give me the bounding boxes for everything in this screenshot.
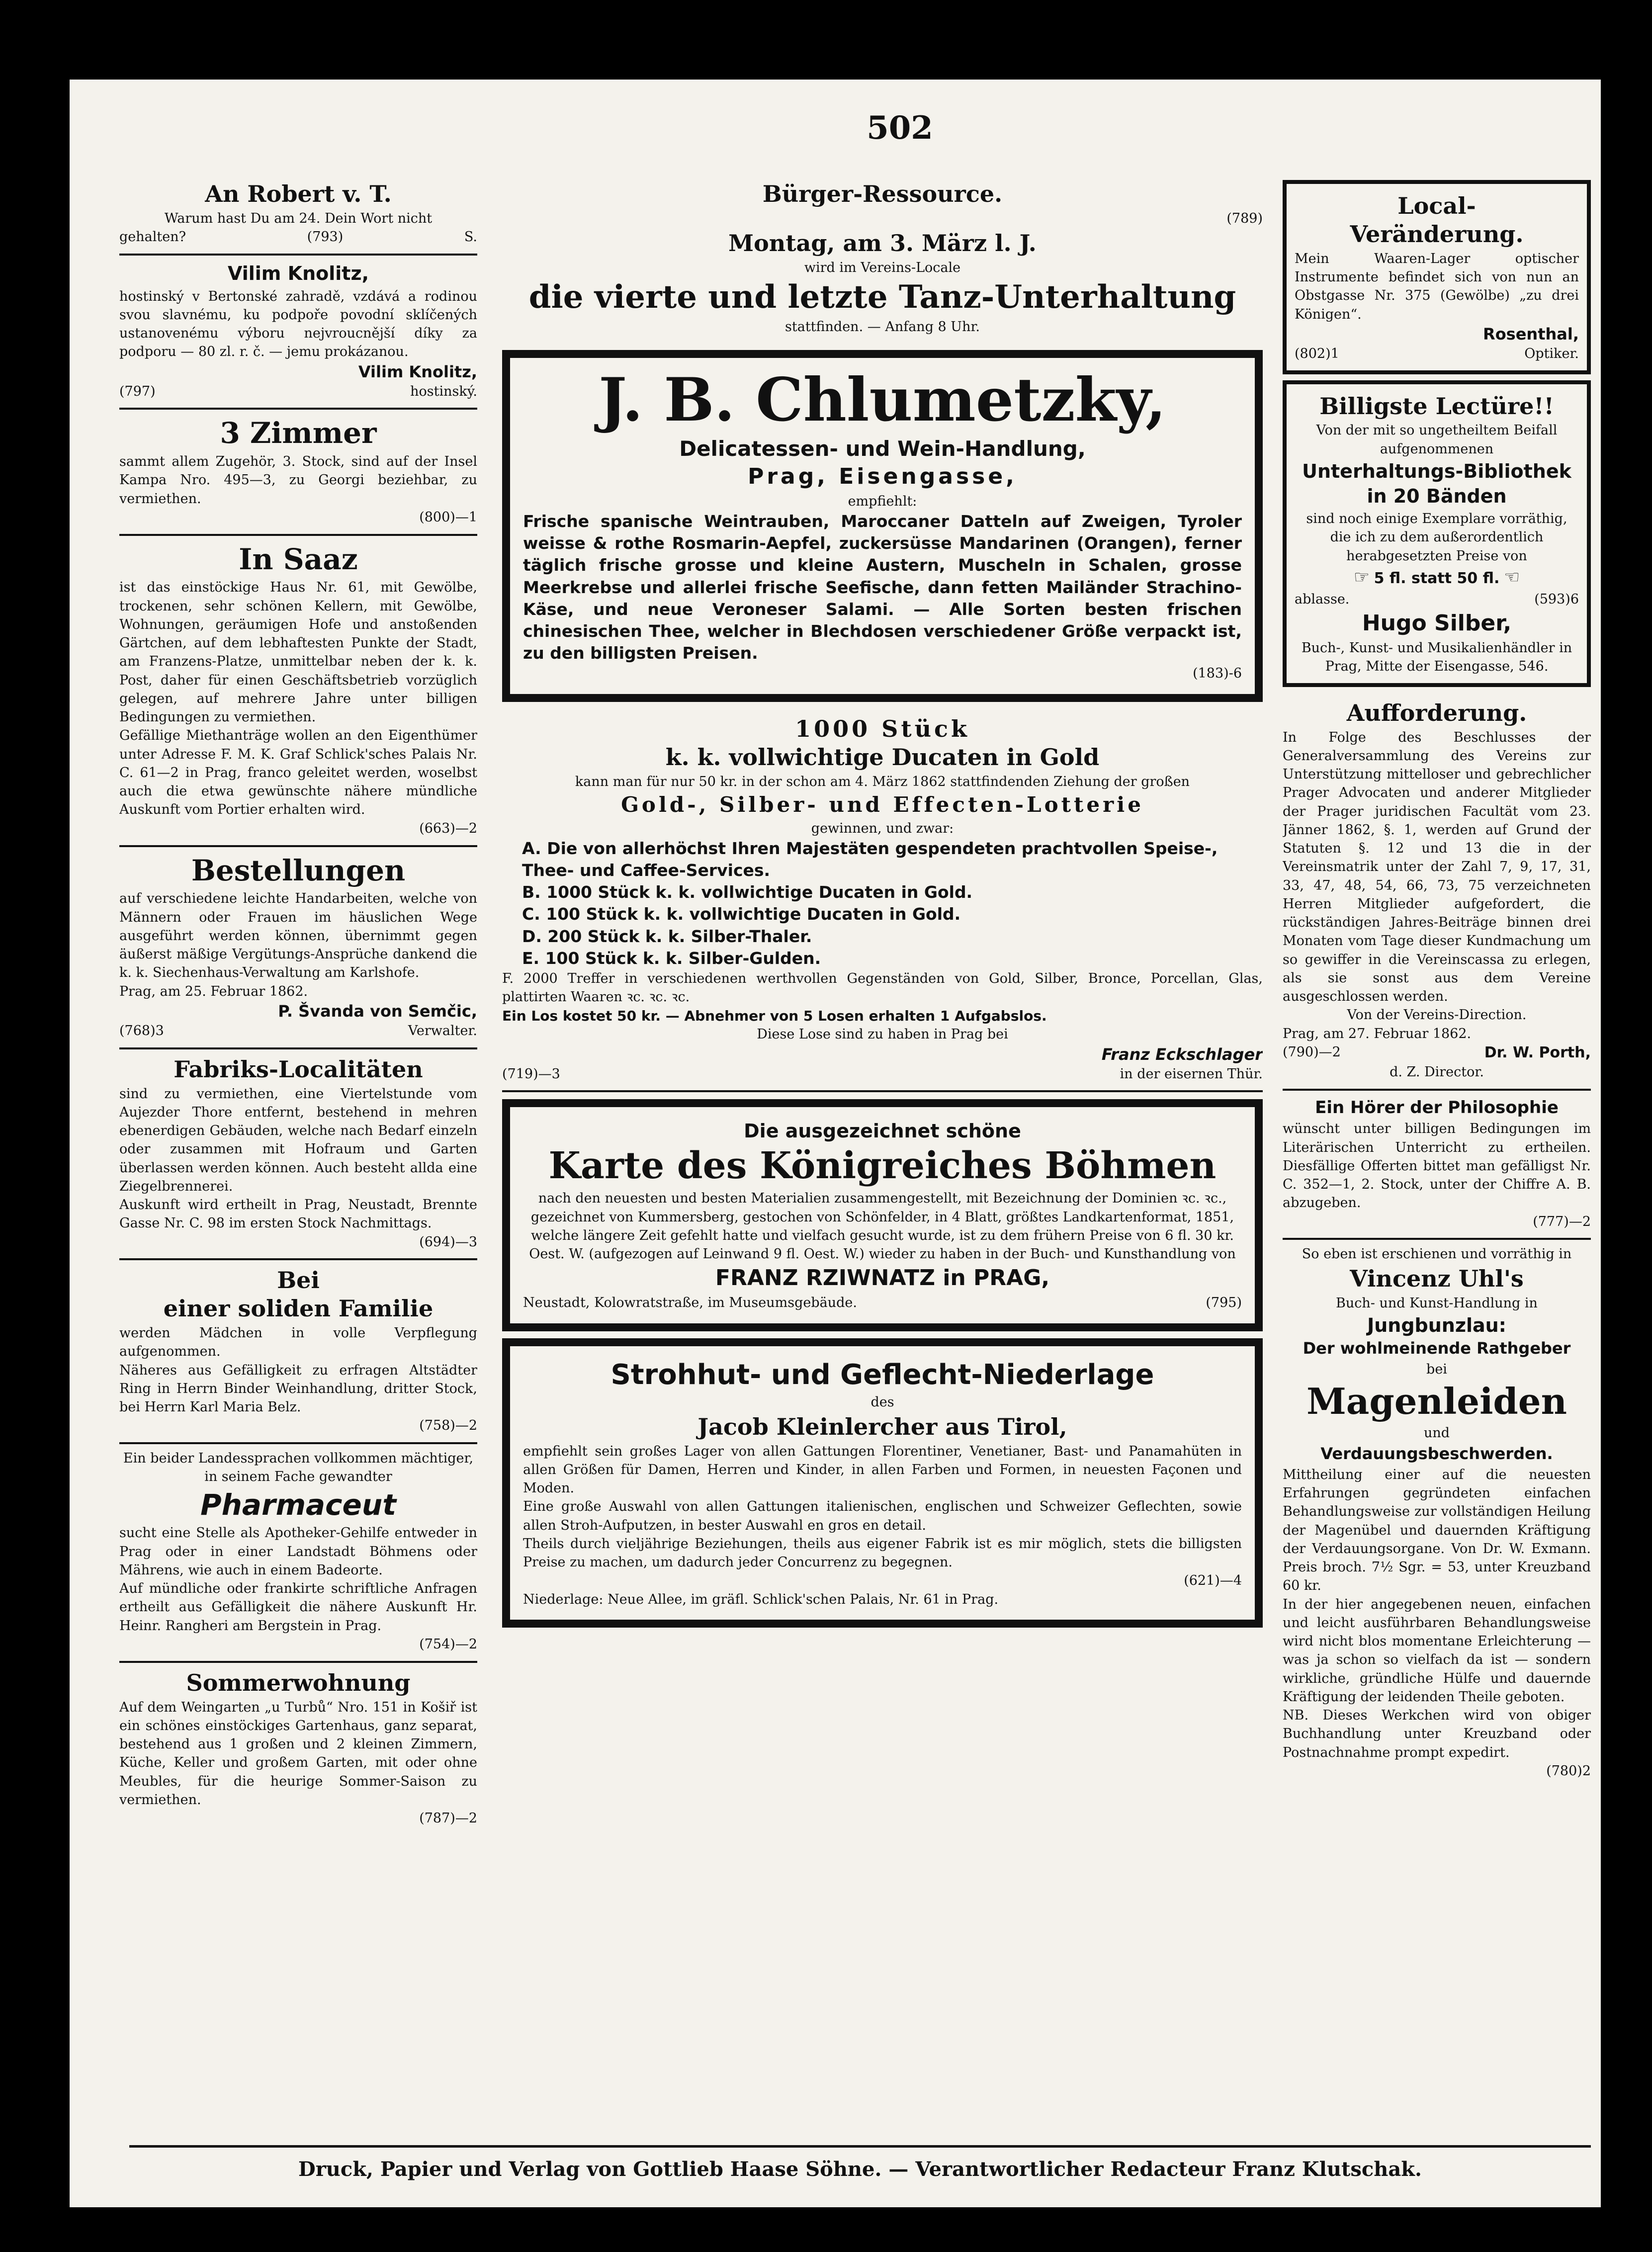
ad-place: Prag, Eisengasse, [748, 463, 1017, 489]
ad-subtitle: k. k. vollwichtige Ducaten in Gold [665, 744, 1100, 771]
ad-code: (789) [1226, 210, 1263, 226]
ad-code: (795) [1206, 1295, 1242, 1311]
ad-3-zimmer [119, 410, 477, 535]
ad-library: Unterhaltungs-Bibliothek [1302, 460, 1571, 482]
ad-signature: P. Švanda von Semčic, [278, 1001, 477, 1021]
ad-title: Sommerwohnung [186, 1669, 411, 1696]
ad-title: Bei [277, 1267, 320, 1294]
prize-item: D. 200 Stück k. k. Silber-Thaler. [522, 926, 812, 946]
ad-text: des [870, 1394, 894, 1410]
ad-date: Prag, am 27. Februar 1862. [1283, 1026, 1472, 1041]
ad-footer-row [119, 1233, 477, 1252]
ad-text: Eine große Auswahl von allen Gattungen italienischen, englischen und Schweizer Geflechten, sowie allen Stroh-Aufputzen, in bester Auswahl en gros en detail. [523, 1499, 1242, 1533]
ad-signature: Hugo Silber, [1362, 610, 1512, 636]
ad-code: (593)6 [1534, 591, 1579, 607]
ad-aufforderung [1283, 693, 1591, 1091]
ad-price-row [1295, 565, 1579, 590]
ad-title: An Robert v. T. [205, 180, 392, 207]
ad-price: 5 fl. statt 50 fl. [1374, 569, 1500, 587]
ad-text: nach den neuesten und besten Materialien zusammengestellt, mit Bezeichnung der Dominien ꝛc. ꝛc., gezeichnet von Kummersberg, gestochen von Schönfelder, in 4 Blatt, größtes Landkartenformat, 1851, welche längere Zeit gefehlt hatte und vielfach gesucht wurde, ist zu dem frühern Preise von 6 fl. 30 kr. Oest. W. (aufgezogen auf Leinwand 9 fl. Oest. W.) wieder zu haben in der Buch- und Kunsthandlung von [529, 1191, 1236, 1262]
ad-code: (790)—2 [1283, 1044, 1341, 1060]
ad-title: Bestellungen [191, 853, 406, 887]
page-number: 502 [867, 109, 933, 147]
ad-chlumetzky [502, 350, 1263, 702]
ad-code: (719)—3 [502, 1066, 560, 1082]
ad-text: ablasse. [1295, 591, 1350, 607]
ad-text: sind noch einige Exemplare vorräthig, die ich zu dem außerordentlich herabgesetzten Preise von [1306, 511, 1567, 564]
ad-text: und [1423, 1425, 1450, 1441]
ad-role: hostinský. [410, 383, 477, 399]
column-middle [502, 174, 1263, 2163]
ad-signature: Dr. W. Porth, [1484, 1043, 1591, 1061]
ad-footer-row [523, 1294, 1242, 1312]
ad-subtitle: Delicatessen- und Wein-Handlung, [679, 436, 1086, 461]
ad-fabriks [119, 1049, 477, 1261]
ad-date: Montag, am 3. März l. J. [728, 229, 1037, 257]
ad-lottery-name: Gold-, Silber- und Effecten-Lotterie [621, 792, 1144, 817]
imprint-footer: Druck, Papier und Verlag von Gottlieb Haase Söhne. — Verantwortlicher Redacteur Franz Klutschak. [129, 2145, 1591, 2181]
ad-footer-row [1283, 1043, 1591, 1063]
ad-knolitz [119, 256, 477, 410]
ad-address: in der eisernen Thür. [1120, 1066, 1263, 1082]
ad-address: Neustadt, Kolowratstraße, im Museumsgebäude. [523, 1295, 857, 1311]
ad-footer-row [119, 382, 477, 401]
ad-sommerwohnung [119, 1663, 477, 1835]
ad-subtitle: Verdauungsbeschwerden. [1320, 1444, 1553, 1464]
ad-code: (777)—2 [1533, 1213, 1591, 1229]
ad-text: auf verschiedene leichte Handarbeiten, welche von Männern oder Frauen im häuslichen Wege ausgeführt werden können, übernimmt gegen äußerst mäßige Vergütungs-Ansprüche dankend die k. k. Siechenhaus-Verwaltung am Karlshofe. [119, 891, 477, 981]
ad-text: Buch-, Kunst- und Musikalienhändler in Prag, Mitte der Eisengasse, 546. [1301, 640, 1572, 675]
ad-firm: FRANZ RZIWNATZ in PRAG, [715, 1265, 1050, 1291]
prize-item: B. 1000 Stück k. k. vollwichtige Ducaten in Gold. [522, 882, 973, 902]
ad-text: Gefällige Miethanträge wollen an den Eigenthümer unter Adresse F. M. K. Graf Schlick'sches Palais Nr. C. 61—2 in Prag, franco geleitet werden, woselbst auch die etwa gewünschte nähere mündliche Auskunft vom Portier erhalten wird. [119, 728, 477, 818]
ad-text: wird im Vereins-Locale [804, 260, 961, 275]
ad-role: Verwalter. [408, 1023, 477, 1039]
ad-code: (802)1 [1295, 346, 1339, 361]
ad-title: Billigste Lectüre!! [1319, 392, 1554, 420]
ad-code: (621)—4 [1184, 1573, 1242, 1589]
ad-signature: Franz Eckschlager [1101, 1044, 1263, 1064]
ad-signature: Vilim Knolitz, [358, 362, 477, 381]
ad-title: Aufforderung. [1346, 699, 1527, 726]
ad-bands: in 20 Bänden [1367, 485, 1507, 507]
ad-footer-row [119, 1022, 477, 1040]
ad-text: gehalten? [119, 229, 186, 245]
ad-footer-row [1283, 1213, 1591, 1231]
ad-subtitle: Der wohlmeinende Rathgeber [1303, 1339, 1571, 1358]
ad-text: Von der Vereins-Direction. [1347, 1007, 1527, 1023]
ad-text: ist das einstöckige Haus Nr. 61, mit Gewölbe, trockenen, sehr schönen Kellern, mit Gewölbe, Wohnungen, geräumigen Hofe und anstoßenden Gärtchen, auf dem lebhaftesten Punkte der Stadt, am Franzens-Platze, unmittelbar neben der k. k. Post, daher für einen Geschäftsbetrieb vorzüglich gelegen, auf mehrere Jahre unter billigen Bedingungen zu vermiethen. [119, 580, 477, 725]
ad-code: (787)—2 [419, 1811, 477, 1826]
ad-footer-row [119, 1416, 477, 1435]
ad-code: (183)-6 [1193, 666, 1242, 682]
ad-address: Niederlage: Neue Allee, im gräfl. Schlick'schen Palais, Nr. 61 in Prag. [523, 1592, 999, 1608]
ad-text: sammt allem Zugehör, 3. Stock, sind auf der Insel Kampa Nro. 495—3, zu Georgi beziehbar, zu vermiethen. [119, 454, 477, 507]
ad-title: Strohhut- und Geflecht-Niederlage [610, 1359, 1154, 1391]
ad-date: Prag, am 25. Februar 1862. [119, 983, 308, 999]
ad-title: Karte des Königreiches Böhmen [548, 1144, 1217, 1188]
ad-text: So eben ist erschienen und vorräthig in [1302, 1246, 1572, 1262]
ad-text: werden Mädchen in volle Verpflegung aufgenommen. [119, 1325, 477, 1360]
ad-pre: Die ausgezeichnet schöne [744, 1120, 1021, 1142]
ad-hoerer [1283, 1091, 1591, 1240]
ad-headline: die vierte und letzte Tanz-Unterhaltung [528, 278, 1236, 316]
ad-footer-row [1295, 590, 1579, 609]
ad-footer-row [119, 228, 477, 247]
ad-firm: Vincenz Uhl's [1350, 1265, 1524, 1292]
ad-code: (694)—3 [419, 1234, 477, 1250]
ad-local-veraenderung [1283, 180, 1591, 374]
prize-item: A. Die von allerhöchst Ihren Majestäten gespendeten prachtvollen Speise-, Thee- und Caffee-Services. [522, 838, 1218, 880]
ad-text: stattfinden. — Anfang 8 Uhr. [785, 319, 980, 335]
ad-role: Optiker. [1524, 346, 1579, 361]
prize-item: F. 2000 Treffer in verschiedenen werthvollen Gegenständen von Gold, Silber, Bronce, Porcellan, Glas, plattirten Waaren ꝛc. ꝛc. ꝛc. [502, 971, 1263, 1005]
ad-robert [119, 174, 477, 256]
ad-body: Frische spanische Weintrauben, Maroccaner Datteln auf Zweigen, Tyroler weisse & rothe Rosmarin-Aepfel, zuckersüsse Mandarinen (Orangen), ferner täglich frische grosse und kleine Austern, Muscheln in Schalen, grosse Meerkrebse und allerlei frische Seefische, dann fetten Mailänder Strachino-Käse, und neue Veroneser Salami. — Alle Sorten besten frischen chinesischen Thee, welcher in Blechdosen verschiedener Größe verpackt ist, zu den billigsten Preisen. [523, 511, 1242, 663]
ad-name: Jacob Kleinlercher aus Tirol, [697, 1413, 1067, 1440]
ad-code: (780)2 [1546, 1763, 1591, 1779]
ad-title: J. B. Chlumetzky, [599, 365, 1166, 435]
ad-text: Mittheilung einer auf die neuesten Erfahrungen gegründeten einfachen Behandlungsweise zur vollständigen Heilung der Magenübel und dauernden Kräftigung der Verdauungsorgane. Von Dr. W. Exmann. Preis broch. 7½ Sgr. = 53, unter Kreuzband 60 kr. [1283, 1467, 1591, 1594]
ad-strohhut [502, 1338, 1263, 1628]
column-right [1283, 174, 1591, 2163]
ad-lectuere [1283, 380, 1591, 687]
newspaper-page [70, 80, 1601, 2207]
ad-text: Auskunft wird ertheilt in Prag, Neustadt, Brennte Gasse Nr. C. 98 im ersten Stock Nachmittags. [119, 1197, 477, 1231]
ad-title: Veränderung. [1350, 220, 1524, 248]
ad-footer-row [1295, 345, 1579, 363]
ad-pharmaceut [119, 1444, 477, 1663]
ad-text: Theils durch vieljährige Beziehungen, theils aus eigener Fabrik ist es mir möglich, stets die billigsten Preise zu machen, um dadurch jeder Concurrenz zu begegnen. [523, 1536, 1242, 1570]
ad-text: Auf mündliche oder frankirte schriftliche Anfragen ertheilt aus Gefälligkeit die nähere Auskunft Hr. Heinr. Rangheri am Bergstein in Prag. [119, 1581, 477, 1634]
ad-footer-row [119, 819, 477, 838]
ad-text: Ein Los kostet 50 kr. — Abnehmer von 5 Losen erhalten 1 Aufgabslos. [502, 1007, 1047, 1024]
ad-text: wünscht unter billigen Bedingungen im Literärischen Unterricht zu ertheilen. Diesfällige Offerten bittet man gefälligst Nr. C. 352—1, 2. Stock, unter der Chiffre A. B. abzugeben. [1283, 1121, 1591, 1211]
ad-subtitle: einer soliden Familie [163, 1295, 434, 1322]
ad-code: (800)—1 [419, 509, 477, 525]
prize-item: E. 100 Stück k. k. Silber-Gulden. [522, 948, 821, 968]
ad-signature: S. [464, 229, 477, 245]
ad-familie [119, 1260, 477, 1444]
ad-saaz [119, 536, 477, 847]
ad-code: (797) [119, 383, 156, 399]
ad-title: 1000 Stück [795, 715, 970, 743]
ad-text: Ein beider Landessprachen vollkommen mächtiger, in seinem Fache gewandter [123, 1451, 474, 1485]
ad-footer-row [119, 508, 477, 527]
ad-code: (663)—2 [419, 820, 477, 836]
ad-text: hostinský v Bertonské zahradě, vzdává a rodinou svou slavnému, ku podpoře povodní sklíčených ustanovenému výboru nejvroucnější díky za podporu — 80 zl. r. č. — jemu prokázanou. [119, 288, 477, 360]
pointing-hand-icon: ☜ [1503, 567, 1520, 588]
ad-text: bei [1426, 1361, 1447, 1377]
column-left [119, 174, 477, 2163]
ad-text: empfiehlt: [848, 493, 917, 509]
ad-text: NB. Dieses Werkchen wird von obiger Buchhandlung unter Kreuzband oder Postnachnahme prompt expedirt. [1283, 1708, 1591, 1760]
ad-code: (754)—2 [419, 1636, 477, 1652]
ad-karte [502, 1099, 1263, 1331]
ad-text: gewinnen, und zwar: [811, 820, 954, 836]
ad-lotterie [502, 709, 1263, 1092]
ad-code-row [523, 664, 1242, 683]
ad-place: Jungbunzlau: [1367, 1314, 1506, 1336]
ad-title: Bürger-Ressource. [762, 180, 1003, 207]
ad-code: (768)3 [119, 1023, 164, 1039]
ad-magenleiden [1283, 1240, 1591, 1787]
ad-footer-row [1283, 1762, 1591, 1781]
pointing-hand-icon: ☞ [1353, 567, 1370, 588]
ad-bestellungen [119, 847, 477, 1049]
ad-text: Auf dem Weingarten „u Turbů“ Nro. 151 in Košiř ist ein schönes einstöckiges Gartenhaus, ganz separat, bestehend aus 1 großen und 2 kleinen Zimmern, Küche, Keller und großem Garten, mit oder ohne Meubles, für die heurige Sommer-Saison zu vermiethen. [119, 1699, 477, 1808]
ad-text: Mein Waaren-Lager optischer Instrumente befindet sich von nun an Obstgasse Nr. 375 (Gewölbe) „zu drei Königen“. [1295, 251, 1579, 322]
ad-footer-row [119, 1635, 477, 1654]
ad-footer-row [119, 1809, 477, 1828]
ad-title: In Saaz [239, 542, 358, 576]
ad-code: (793) [307, 229, 344, 245]
ad-text: In Folge des Beschlusses der Generalversammlung des Vereins zur Unterstützung mittelloser und gebrechlicher Prager Advocaten und anderer Mitglieder der Prager juridischen Facultät vom 23. Jänner 1862, §. 1, werden auf Grund der Statuten §. 12 und 13 die in der Vereinsmatrik unter der Zahl 7, 9, 17, 31, 33, 47, 48, 54, 66, 73, 75 verzeichneten Herren Mitglieder aufgefordert, die rückständigen Jahres-Beiträge binnen drei Monaten vom Tage dieser Kundmachung um so gewiffer in die Vereinscassa zu erlegen, als sie sonst aus dem Vereine ausgeschlossen werden. [1283, 729, 1591, 1005]
ad-code: (758)—2 [419, 1418, 477, 1434]
ad-buerger-ressource [502, 174, 1263, 343]
ad-signature: Rosenthal, [1483, 324, 1579, 344]
ad-title: Pharmaceut [200, 1487, 396, 1522]
ad-text: sind zu vermiethen, eine Viertelstunde vom Aujezder Thore entfernt, bestehend in mehren ebenerdigen Gebäuden, welche nach Bedarf einzeln oder zusammen mit Hofraum und Garten überlassen werden können. Auch besteht allda eine Ziegelbrennerei. [119, 1086, 477, 1194]
ad-text: Buch- und Kunst-Handlung in [1336, 1295, 1538, 1311]
ad-role: d. Z. Director. [1390, 1064, 1484, 1080]
ad-text: sucht eine Stelle als Apotheker-Gehilfe entweder in Prag oder in einer Landstadt Böhmens oder Mährens, wie auch in einem Badeorte. [119, 1525, 477, 1578]
ad-text: empfiehlt sein großes Lager von allen Gattungen Florentiner, Venetianer, Bast- und Panamahüten in allen Größen für Damen, Herren und Kinder, in allen Farben und Formen, in neuesten Façonen und Moden. [523, 1443, 1242, 1496]
ad-title: Ein Hörer der Philosophie [1315, 1097, 1559, 1118]
ad-text: In der hier angegebenen neuen, einfachen und leicht ausführbaren Behandlungsweise wird nicht blos momentane Erleichterung — was ja schon so vielfach da ist — sondern wirkliche, gründliche Hülfe und dauernde Kräftigung der leidenden Theile geboten. [1283, 1596, 1591, 1705]
ad-text: Näheres aus Gefälligkeit zu erfragen Altstädter Ring in Herrn Binder Weinhandlung, dritter Stock, bei Herrn Karl Maria Belz. [119, 1362, 477, 1415]
ad-code-row [502, 209, 1263, 228]
ad-footer-row [502, 1065, 1263, 1084]
prize-item: C. 100 Stück k. k. vollwichtige Ducaten in Gold. [522, 904, 961, 924]
ad-text: Warum hast Du am 24. Dein Wort nicht [164, 210, 433, 226]
ad-title: Fabriks-Localitäten [174, 1055, 423, 1083]
ad-text: Diese Lose sind zu haben in Prag bei [757, 1027, 1008, 1042]
ad-text: kann man für nur 50 kr. in der schon am 4. März 1862 stattfindenden Ziehung der großen [575, 774, 1190, 790]
ad-title: 3 Zimmer [220, 416, 377, 450]
ad-text: Von der mit so ungetheiltem Beifall aufgenommenen [1316, 423, 1558, 457]
ad-title: Local- [1397, 192, 1476, 219]
ad-code-row [523, 1571, 1242, 1590]
ad-title: Vilim Knolitz, [227, 262, 369, 284]
ad-title: Magenleiden [1306, 1380, 1567, 1423]
